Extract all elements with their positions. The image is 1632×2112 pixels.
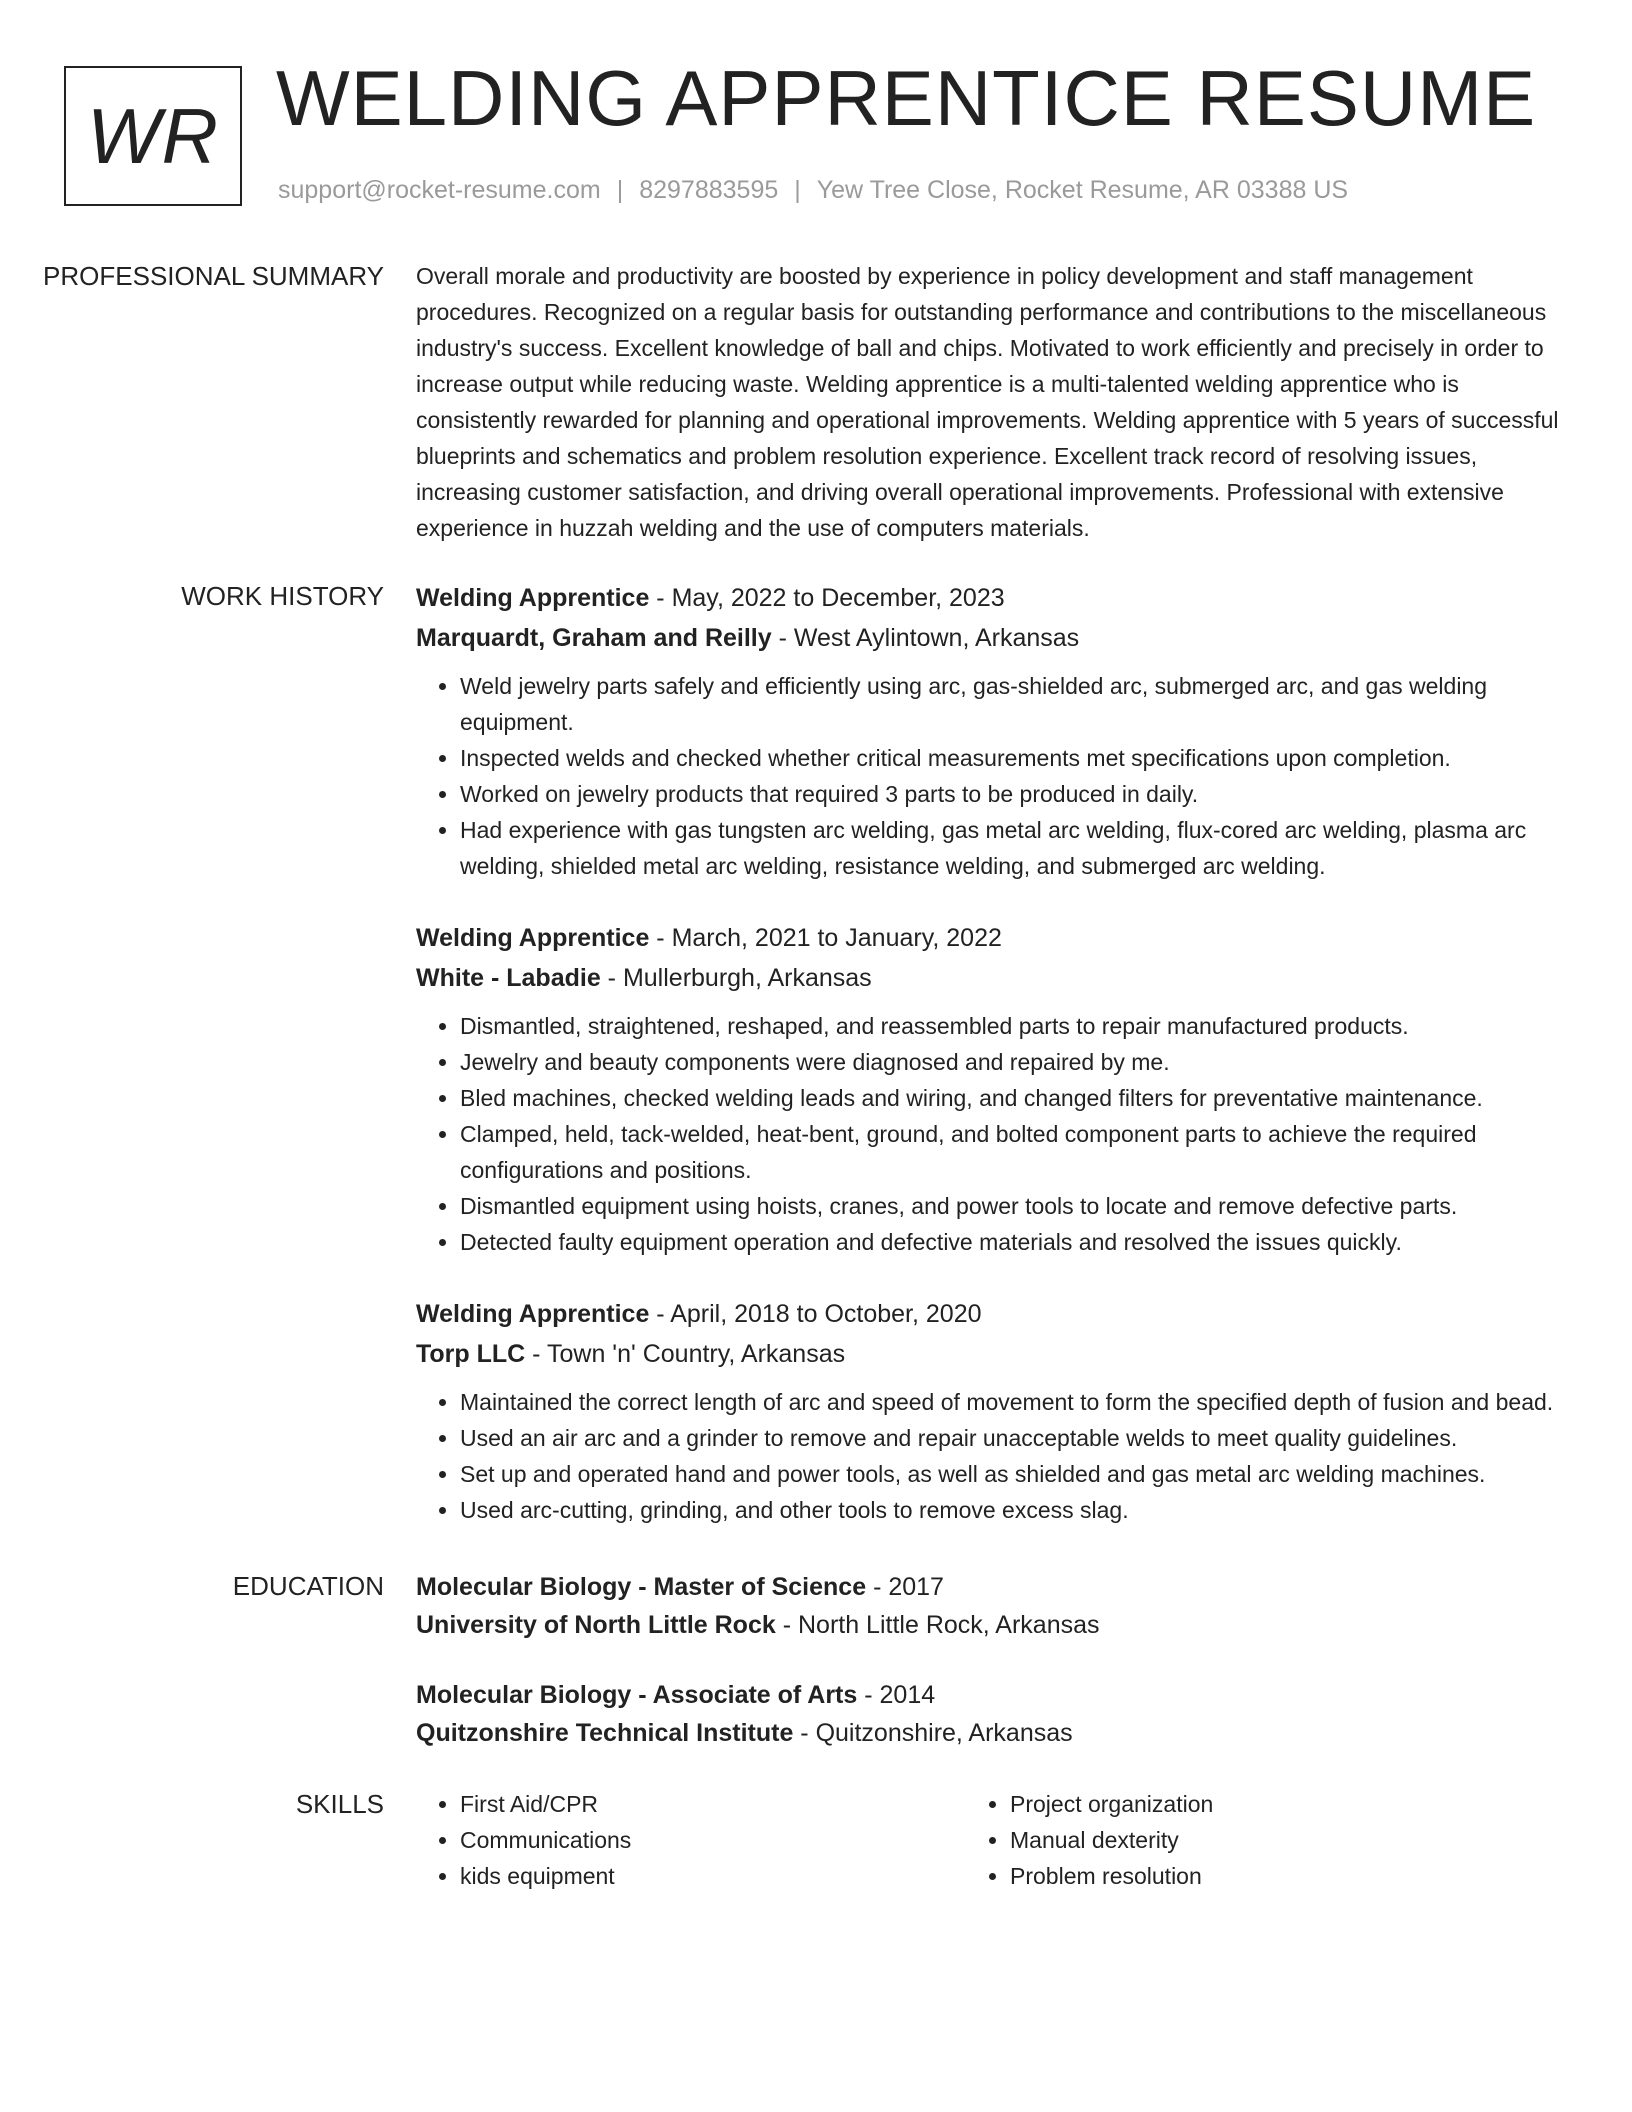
skill-item: • Manual dexterity [1010,1822,1516,1858]
contact-separator: | [794,176,801,204]
job-company: Torp LLC [416,1340,526,1368]
contact-email: support@rocket-resume.com [278,176,601,204]
contact-address: Yew Tree Close, Rocket Resume, AR 03388 US [816,176,1349,204]
job-bullet: • Clamped, held, tack-welded, heat-bent, ground, and bolted component parts to achieve the required configurations and positions. [460,1116,1566,1188]
job-title: Welding Apprentice [416,1300,650,1328]
job-title: Welding Apprentice [416,924,650,952]
resume-sections [0,258,1632,1894]
education-location: - North Little Rock, Arkansas [775,1611,1100,1639]
job-bullets [416,1008,1566,1260]
job-bullets [416,1384,1566,1528]
skill-item: • First Aid/CPR [460,1786,966,1822]
skills-column-left [416,1786,966,1894]
job-bullet: • Maintained the correct length of arc and speed of movement to form the specified depth of fusion and bead. [460,1384,1566,1420]
section-body [416,258,1566,546]
education-degree-line [416,1568,1566,1606]
skill-item: • kids equipment [460,1858,966,1894]
job-title-line [416,578,1566,618]
job-entry [416,918,1566,1260]
section-skills [0,1786,1632,1894]
skill-item: • Communications [460,1822,966,1858]
job-bullet: • Used an air arc and a grinder to remove and repair unacceptable welds to meet quality guidelines. [460,1420,1566,1456]
job-title-line [416,1294,1566,1334]
job-bullet: • Set up and operated hand and power tools, as well as shielded and gas metal arc welding machines. [460,1456,1566,1492]
contact-phone: 8297883595 [639,176,779,204]
section-body [416,578,1566,1528]
section-label: SKILLS [295,1789,384,1819]
job-bullet: • Jewelry and beauty components were diagnosed and repaired by me. [460,1044,1566,1080]
education-location: - Quitzonshire, Arkansas [793,1719,1073,1747]
summary-text: Overall morale and productivity are boosted by experience in policy development and staff management procedures. Recognized on a regular basis for outstanding performance and contributions to the miscellaneous industry's success. Excellent knowledge of ball and chips. Motivated to work efficiently and precisely in order to increase output while reducing waste. Welding apprentice is a multi-talented welding apprentice who is consistently rewarded for planning and operational improvements. Welding apprentice with 5 years of successful blueprints and schematics and problem resolution experience. Excellent track record of resolving issues, increasing customer satisfaction, and driving overall operational improvements. Professional with extensive experience in huzzah welding and the use of computers materials. [416,263,1559,541]
job-location: - Town 'n' Country, Arkansas [525,1340,846,1368]
job-bullet: • Dismantled, straightened, reshaped, and reassembled parts to repair manufactured products. [460,1008,1566,1044]
education-school: University of North Little Rock [416,1611,776,1639]
job-company-line [416,618,1566,658]
education-degree: Molecular Biology - Associate of Arts [416,1681,858,1709]
job-company-line [416,958,1566,998]
job-bullet: • Dismantled equipment using hoists, cranes, and power tools to locate and remove defective parts. [460,1188,1566,1224]
resume-title: WELDING APPRENTICE RESUME [276,54,1537,142]
job-title: Welding Apprentice [416,584,650,612]
education-school-line [416,1606,1566,1644]
job-company-line [416,1334,1566,1374]
monogram: WR [64,66,242,206]
job-bullet: • Had experience with gas tungsten arc welding, gas metal arc welding, flux-cored arc welding, plasma arc welding, shielded metal arc welding, resistance welding, and submerged arc welding. [460,812,1566,884]
job-bullets [416,668,1566,884]
section-education [0,1568,1632,1752]
job-company: Marquardt, Graham and Reilly [416,624,772,652]
job-entry [416,578,1566,884]
education-school: Quitzonshire Technical Institute [416,1719,794,1747]
section-body [416,1568,1566,1752]
job-dates: - April, 2018 to October, 2020 [649,1300,982,1328]
job-bullet: • Inspected welds and checked whether critical measurements met specifications upon completion. [460,740,1566,776]
job-dates: - May, 2022 to December, 2023 [649,584,1005,612]
education-entry [416,1568,1566,1644]
section-label: EDUCATION [232,1571,384,1601]
education-degree: Molecular Biology - Master of Science [416,1573,867,1601]
job-bullet: • Bled machines, checked welding leads and wiring, and changed filters for preventative maintenance. [460,1080,1566,1116]
education-year: - 2014 [857,1681,936,1709]
education-year: - 2017 [866,1573,944,1601]
section-label: PROFESSIONAL SUMMARY [43,261,384,291]
job-company: White - Labadie [416,964,601,992]
section-body [416,1786,1566,1894]
skill-item: • Problem resolution [1010,1858,1516,1894]
job-title-line [416,918,1566,958]
job-dates: - March, 2021 to January, 2022 [649,924,1002,952]
education-entry [416,1676,1566,1752]
education-school-line [416,1714,1566,1752]
section-professional-summary [0,258,1632,546]
skills-column-right [966,1786,1516,1894]
skill-item: • Project organization [1010,1786,1516,1822]
job-location: - Mullerburgh, Arkansas [600,964,872,992]
job-bullet: • Used arc-cutting, grinding, and other tools to remove excess slag. [460,1492,1566,1528]
job-bullet: • Detected faulty equipment operation and defective materials and resolved the issues quickly. [460,1224,1566,1260]
contact-separator: | [616,176,624,204]
contact-line [278,176,1348,205]
section-label: WORK HISTORY [181,581,384,611]
job-bullet: • Worked on jewelry products that required 3 parts to be produced in daily. [460,776,1566,812]
job-location: - West Aylintown, Arkansas [771,624,1080,652]
section-work-history [0,578,1632,1528]
job-entry [416,1294,1566,1528]
skills-grid [416,1786,1566,1894]
education-degree-line [416,1676,1566,1714]
job-bullet: • Weld jewelry parts safely and efficiently using arc, gas-shielded arc, submerged arc, and gas welding equipment. [460,668,1566,740]
